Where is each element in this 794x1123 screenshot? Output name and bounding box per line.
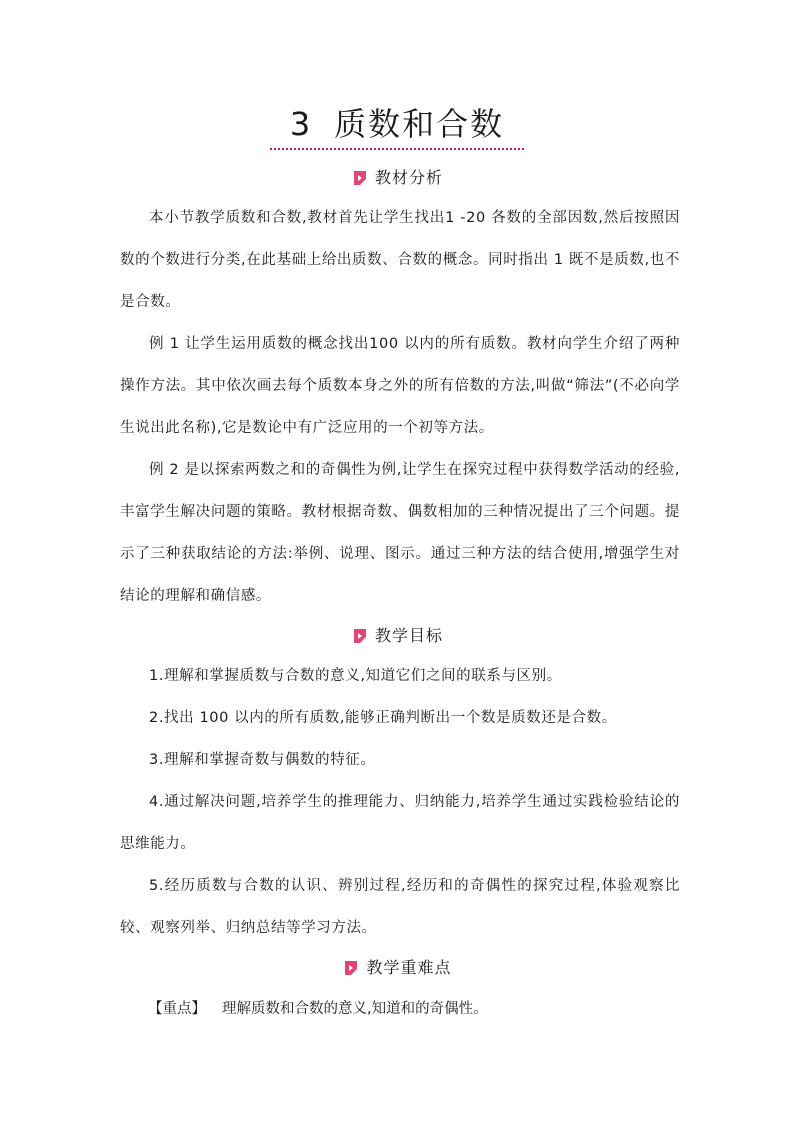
analysis-paragraph-2: 例 1 让学生运用质数的概念找出100 以内的所有质数。教材向学生介绍了两种操作方法。其中依次画去每个质数本身之外的所有倍数的方法,叫做“筛法”(不必向学生说出此名称),它是数论中有广泛应用的一个初等方法。 xyxy=(120,336,680,436)
section-title-keypoints: 教学重难点 xyxy=(366,958,452,977)
analysis-paragraph-1: 本小节教学质数和合数,教材首先让学生找出1 -20 各数的全部因数,然后按照因数的个数进行分类,在此基础上给出质数、合数的概念。同时指出 1 既不是质数,也不是合数。 xyxy=(120,210,680,310)
title-number: 3 xyxy=(289,105,313,143)
title-dotted-rule xyxy=(270,148,524,150)
section-title-goals: 教学目标 xyxy=(374,626,443,645)
section-marker-icon xyxy=(342,959,360,977)
section-marker-icon xyxy=(351,169,369,187)
section-heading-analysis xyxy=(0,166,794,190)
section-title-analysis: 教材分析 xyxy=(374,168,443,187)
goal-item-3: 3.理解和掌握奇数与偶数的特征。 xyxy=(149,752,376,768)
analysis-paragraph-3: 例 2 是以探索两数之和的奇偶性为例,让学生在探究过程中获得数学活动的经验,丰富学生解决问题的策略。教材根据奇数、偶数相加的三种情况提出了三个问题。提示了三种获取结论的方法:举例、说理、图示。通过三种方法的结合使用,增强学生对结论的理解和确信感。 xyxy=(120,462,680,604)
page-title xyxy=(270,102,524,146)
keypoint-tag: 【重点】 xyxy=(148,1001,206,1017)
section-heading-goals xyxy=(0,624,794,648)
page-title-block xyxy=(270,102,524,150)
keypoint-line xyxy=(148,997,488,1021)
section-heading-keypoints xyxy=(0,956,794,980)
goal-item-1: 1.理解和掌握质数与合数的意义,知道它们之间的联系与区别。 xyxy=(149,668,562,684)
goal-item-4: 4.通过解决问题,培养学生的推理能力、归纳能力,培养学生通过实践检验结论的思维能力。 xyxy=(120,794,680,852)
keypoint-text: 理解质数和合数的意义,知道和的奇偶性。 xyxy=(222,1001,488,1017)
title-text: 质数和合数 xyxy=(334,105,505,143)
section-marker-icon xyxy=(351,627,369,645)
goal-item-2: 2.找出 100 以内的所有质数,能够正确判断出一个数是质数还是合数。 xyxy=(149,710,617,726)
goal-item-5: 5.经历质数与合数的认识、辨别过程,经历和的奇偶性的探究过程,体验观察比较、观察列举、归纳总结等学习方法。 xyxy=(120,878,680,936)
